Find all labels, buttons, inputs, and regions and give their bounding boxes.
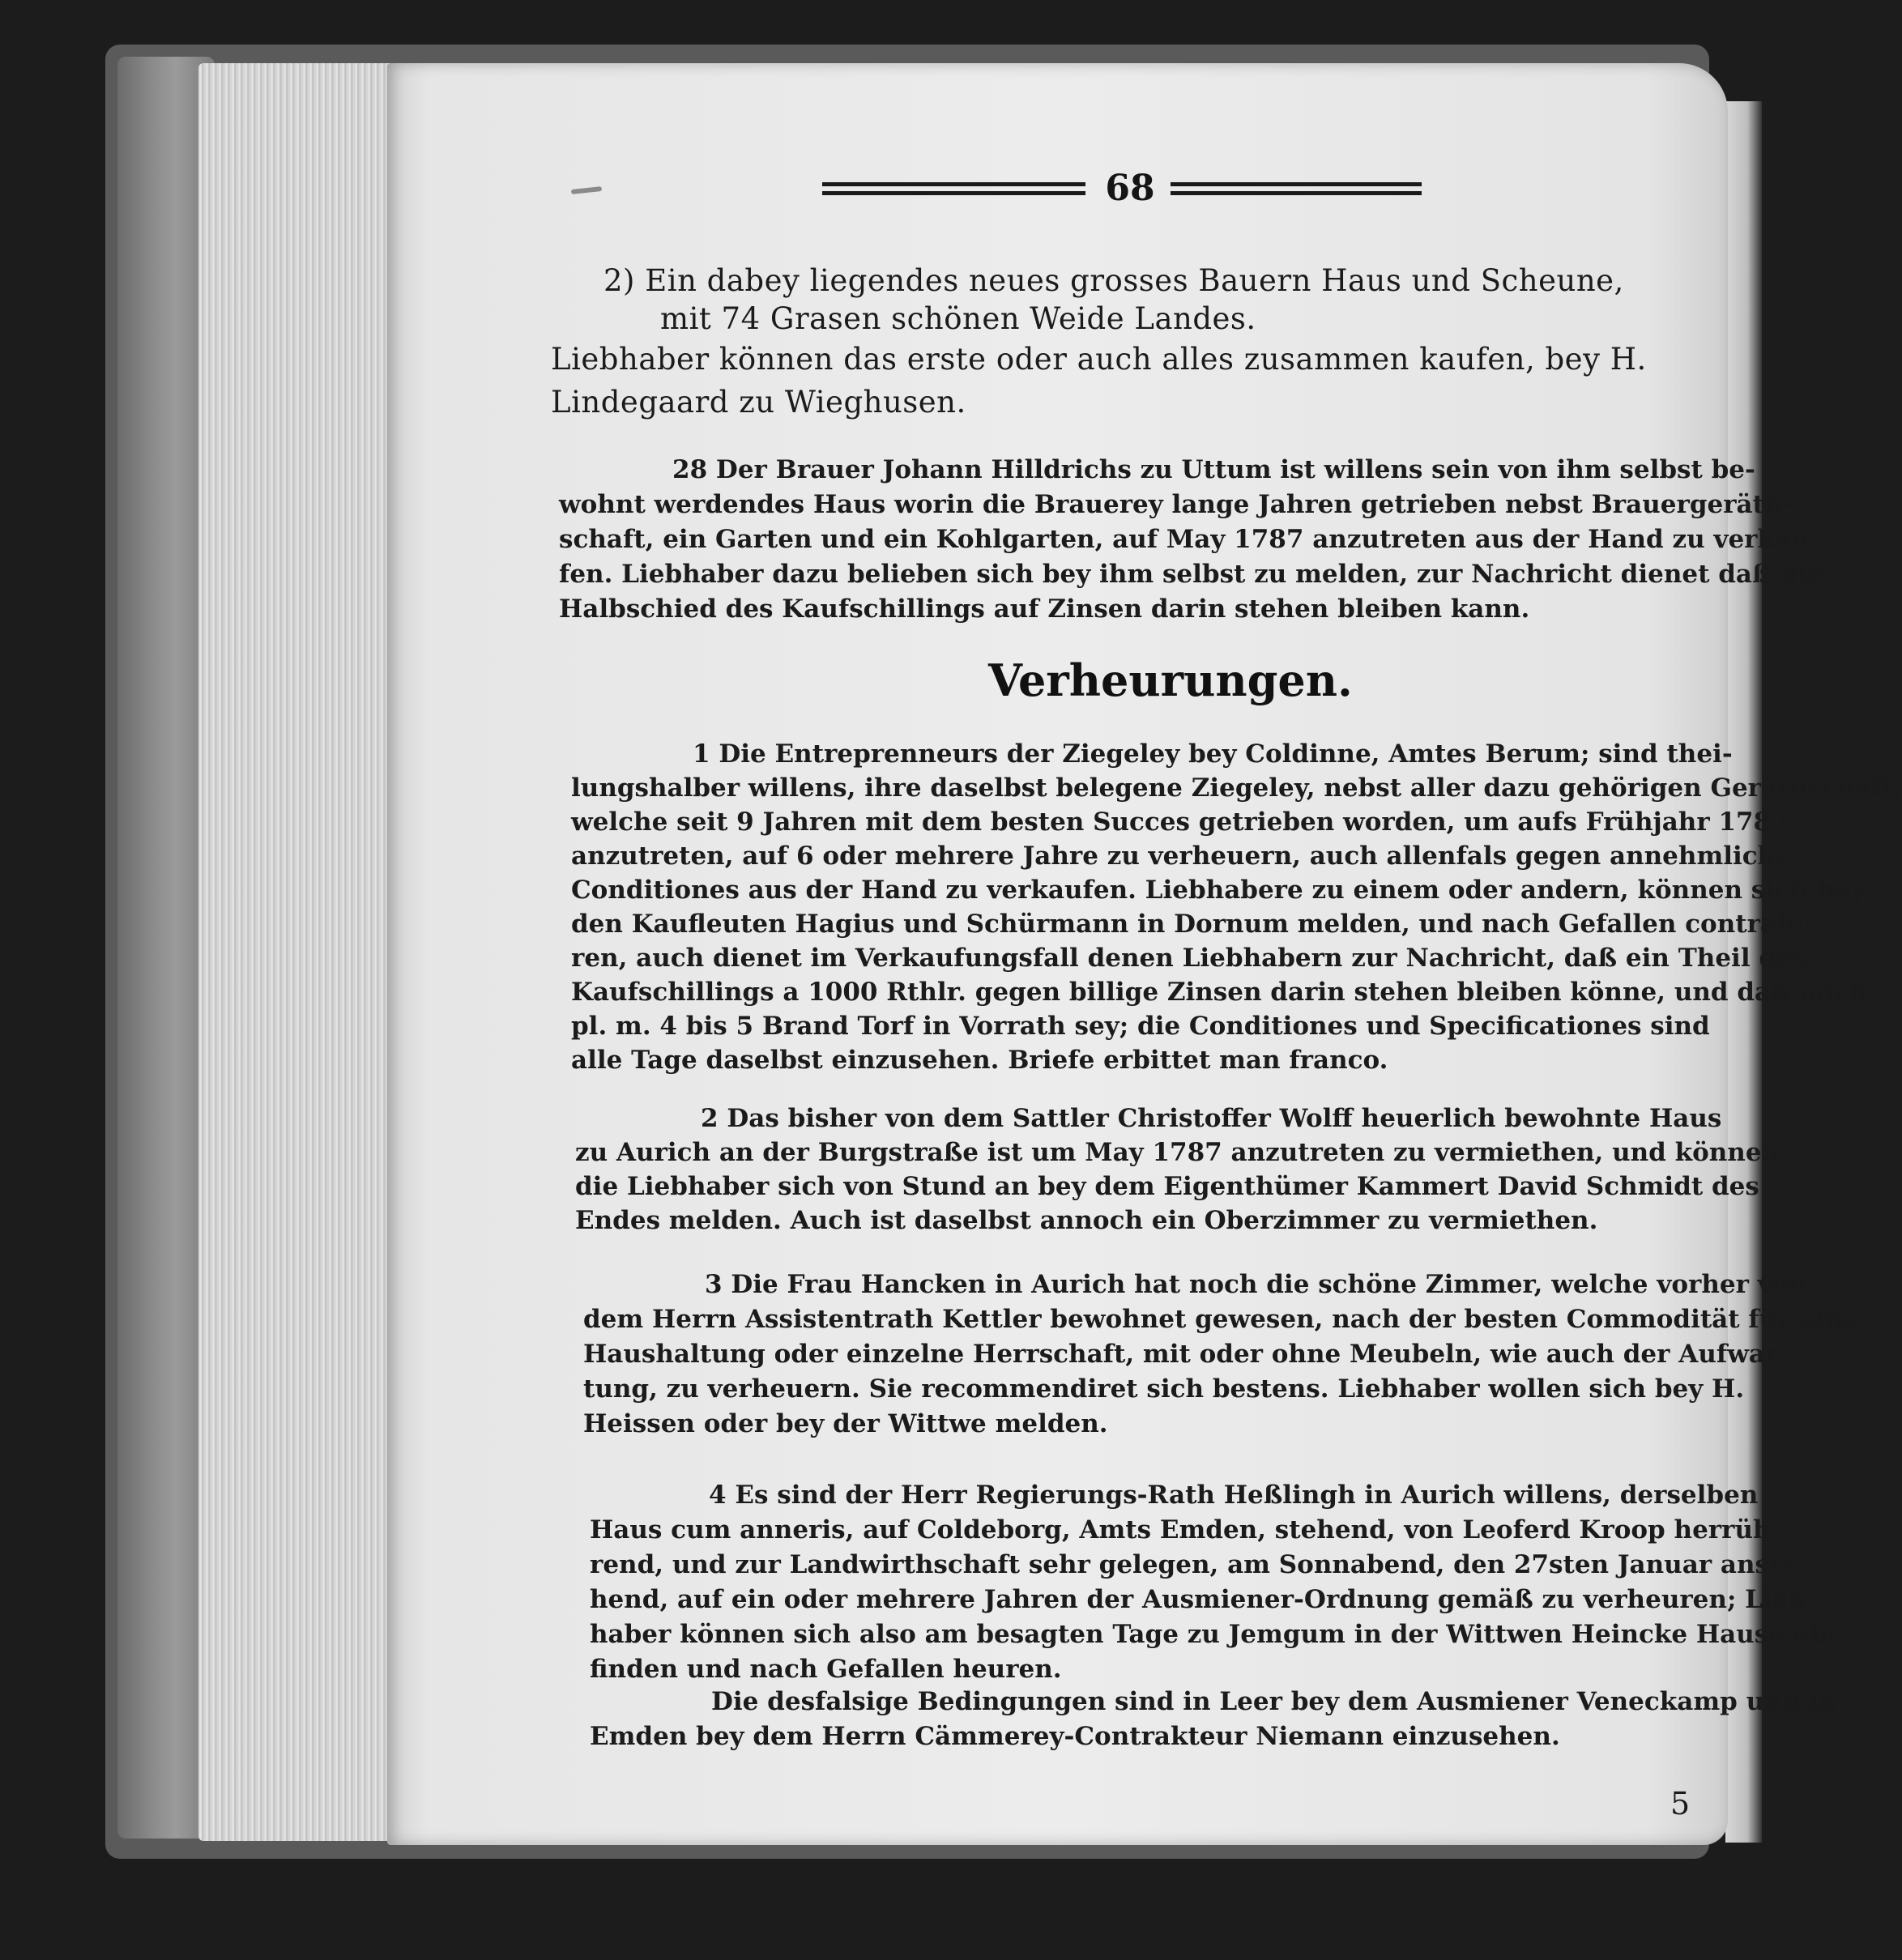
ad-1-line: Conditiones aus der Hand zu verkaufen. Liebhabere zu einem oder andern, können sich bey: [571, 876, 1866, 905]
ad-4-line: haber können sich also am besagten Tage zu Jemgum in der Wittwen Heincke Hause ein-: [590, 1620, 1848, 1649]
ad-2-line: Endes melden. Auch ist daselbst annoch ein Oberzimmer zu vermiethen.: [575, 1206, 1598, 1235]
header-rule-right: [1171, 182, 1422, 198]
ad-3-line: Haushaltung oder einzelne Herrschaft, mit oder ohne Meubeln, wie auch der Aufwar-: [583, 1340, 1789, 1369]
ad-1-line: alle Tage daselbst einzusehen. Briefe erbittet man franco.: [571, 1046, 1388, 1075]
ad-1-line: welche seit 9 Jahren mit dem besten Succes getrieben worden, um aufs Frühjahr 1787: [571, 807, 1789, 837]
ad-4-line: hend, auf ein oder mehrere Jahren der Ausmiener-Ordnung gemäß zu verheuren; Lieb-: [590, 1585, 1817, 1614]
section-heading: Verheurungen.: [988, 654, 1353, 706]
listing-line: Lindegaard zu Wieghusen.: [551, 385, 966, 420]
page-number: 68: [1105, 168, 1155, 209]
ad-1-line: anzutreten, auf 6 oder mehrere Jahre zu verheuern, auch allenfals gegen annehmliche: [571, 842, 1792, 871]
ad-2-line: zu Aurich an der Burgstraße ist um May 1787 anzutreten zu vermiethen, und können: [575, 1138, 1780, 1167]
ad-1-line: ren, auch dienet im Verkaufungsfall denen Liebhabern zur Nachricht, daß ein Theil des: [571, 944, 1807, 973]
header-rule-left: [822, 182, 1085, 198]
ad-2-line: die Liebhaber sich von Stund an bey dem Eigenthümer Kammert David Schmidt des: [575, 1172, 1759, 1201]
ad-4-line: Emden bey dem Herrn Cämmerey-Contrakteur Niemann einzusehen.: [590, 1722, 1560, 1751]
ad-28-line: 28 Der Brauer Johann Hilldrichs zu Uttum ist willens sein von ihm selbst be-: [672, 455, 1755, 484]
ad-28-line: schaft, ein Garten und ein Kohlgarten, auf May 1787 anzutreten aus der Hand zu verkau-: [559, 525, 1820, 554]
listing-line: 2) Ein dabey liegendes neues grosses Bauern Haus und Scheune,: [603, 263, 1624, 298]
page-stack: [198, 63, 397, 1841]
page-header: [822, 168, 1438, 215]
ad-4-line: Haus cum anneris, auf Coldeborg, Amts Emden, stehend, von Leoferd Kroop herrüh-: [590, 1515, 1782, 1545]
ad-1-line: 1 Die Entreprenneurs der Ziegeley bey Coldinne, Amtes Berum; sind thei-: [693, 739, 1733, 769]
ad-3-line: Heissen oder bey der Wittwe melden.: [583, 1409, 1108, 1438]
listing-line: Liebhaber können das erste oder auch alles zusammen kaufen, bey H.: [551, 342, 1647, 377]
ad-28-line: wohnt werdendes Haus worin die Brauerey lange Jahren getrieben nebst Brauergeräth-: [559, 490, 1793, 519]
ad-28-line: fen. Liebhaber dazu belieben sich bey ihm selbst zu melden, zur Nachricht dienet daß die: [559, 560, 1823, 589]
ad-1-line: den Kaufleuten Hagius und Schürmann in Dornum melden, und nach Gefallen contrahi-: [571, 910, 1815, 939]
ad-4-line: finden und nach Gefallen heuren.: [590, 1655, 1062, 1684]
ad-2-line: 2 Das bisher von dem Sattler Christoffer Wolff heuerlich bewohnte Haus: [701, 1104, 1722, 1133]
ad-1-line: Kaufschillings a 1000 Rthlr. gegen billige Zinsen darin stehen bleiben könne, und daß noch: [571, 978, 1868, 1007]
ad-3-line: tung, zu verheuern. Sie recommendiret sich bestens. Liebhaber wollen sich bey H.: [583, 1374, 1745, 1404]
ad-3-line: dem Herrn Assistentrath Kettler bewohnet gewesen, nach der besten Commodität für eine: [583, 1305, 1860, 1334]
listing-line: mit 74 Grasen schönen Weide Landes.: [660, 301, 1256, 336]
ad-1-line: pl. m. 4 bis 5 Brand Torf in Vorrath sey; die Conditiones und Specificationes sind: [571, 1012, 1710, 1041]
ad-1-line: lungshalber willens, ihre daselbst belegene Ziegeley, nebst aller dazu gehörigen Geräthschaft,: [571, 773, 1902, 803]
ad-28-line: Halbschied des Kaufschillings auf Zinsen darin stehen bleiben kann.: [559, 594, 1530, 624]
ad-4-line: Die desfalsige Bedingungen sind in Leer bey dem Ausmiener Veneckamp und in: [711, 1687, 1837, 1716]
ad-4-line: rend, und zur Landwirthschaft sehr gelegen, am Sonnabend, den 27sten Januar anste-: [590, 1550, 1807, 1579]
signature-mark: 5: [1670, 1786, 1691, 1822]
ad-4-line: 4 Es sind der Herr Regierungs-Rath Heßlingh in Aurich willens, derselben: [709, 1481, 1759, 1510]
ad-3-line: 3 Die Frau Hancken in Aurich hat noch die schöne Zimmer, welche vorher von: [705, 1270, 1807, 1299]
